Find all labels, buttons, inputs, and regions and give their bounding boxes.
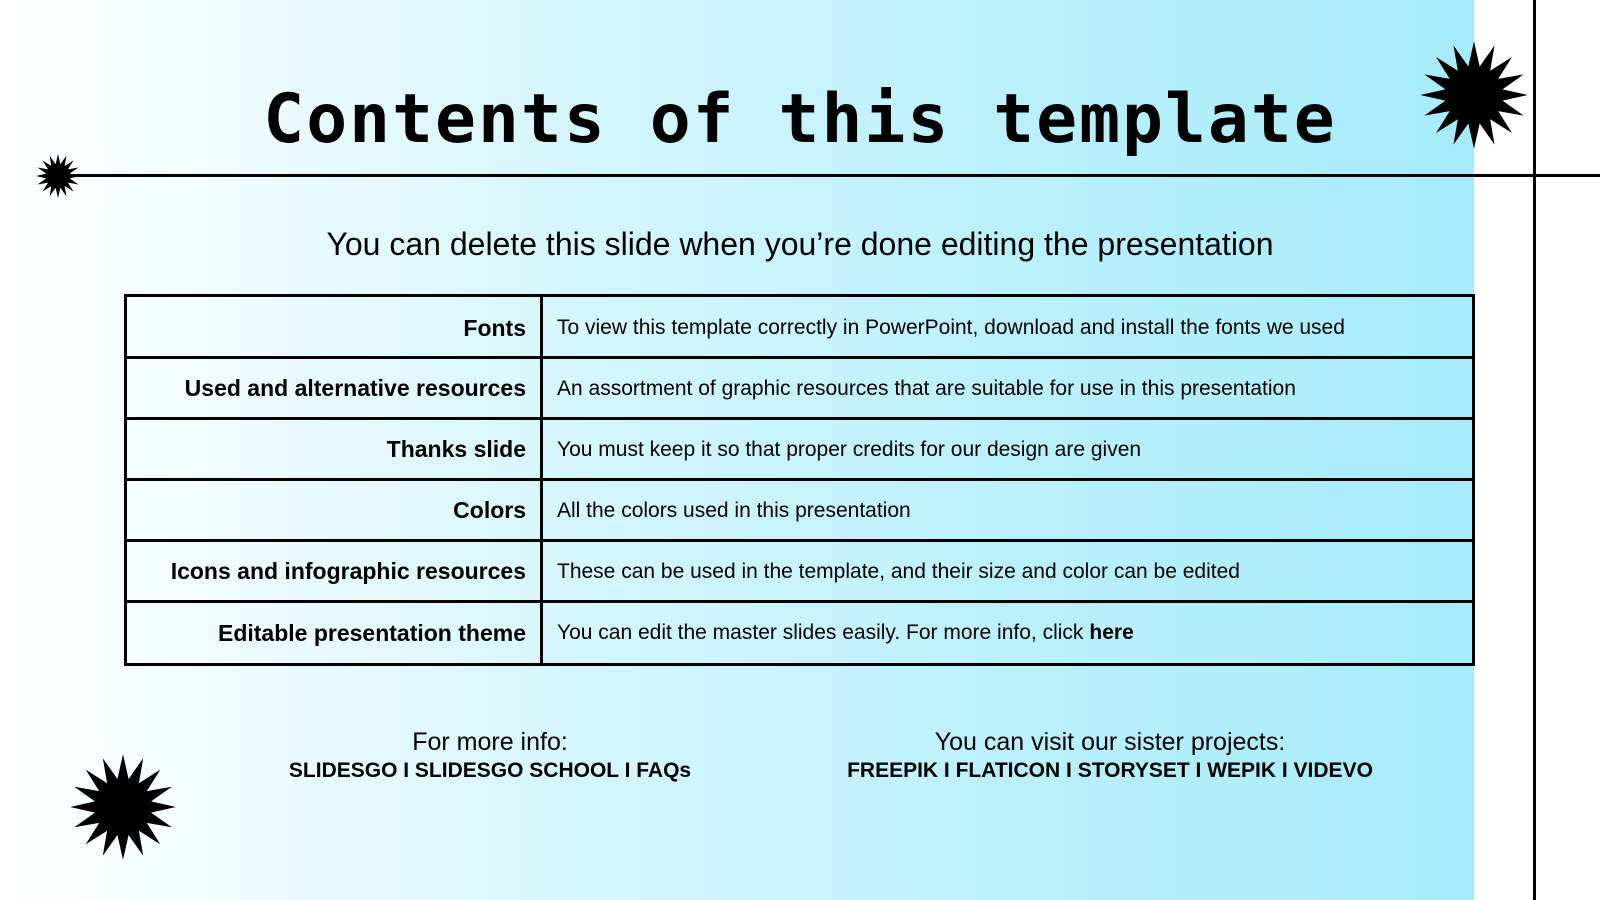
here-link[interactable]: here xyxy=(1089,621,1134,644)
table-row xyxy=(127,297,1472,359)
row-label: Colors xyxy=(127,481,543,540)
row-description xyxy=(543,603,1472,663)
footer-links-sister-projects[interactable]: FREEPIK I FLATICON I STORYSET I WEPIK I VIDEVO xyxy=(847,759,1373,782)
row-label: Fonts xyxy=(127,297,543,359)
starburst-icon xyxy=(68,752,178,862)
row-label: Thanks slide xyxy=(127,420,543,479)
row-description: These can be used in the template, and their size and color can be edited xyxy=(557,559,1240,583)
footer-label: For more info: xyxy=(412,728,568,756)
row-label: Used and alternative resources xyxy=(127,359,543,418)
table-row xyxy=(127,356,1472,418)
footer-label: You can visit our sister projects: xyxy=(934,728,1286,756)
table-row xyxy=(127,600,1472,663)
row-description: To view this template correctly in PowerPoint, download and install the fonts we used xyxy=(557,316,1345,339)
page-title: Contents of this template xyxy=(263,80,1337,159)
footer-more-info xyxy=(240,727,740,785)
contents-table xyxy=(124,294,1475,666)
row-label: Editable presentation theme xyxy=(127,603,543,663)
footer-sister-projects xyxy=(810,727,1410,785)
row-description-text: You can edit the master slides easily. For more info, click xyxy=(557,621,1084,644)
page-subtitle: You can delete this slide when you’re done editing the presentation xyxy=(326,226,1274,262)
row-label: Icons and infographic resources xyxy=(127,542,543,601)
row-description: An assortment of graphic resources that are suitable for use in this presentation xyxy=(557,376,1296,400)
row-description: All the colors used in this presentation xyxy=(557,498,911,522)
table-row xyxy=(127,539,1472,601)
horizontal-rule xyxy=(60,174,1600,177)
row-description: You must keep it so that proper credits for our design are given xyxy=(557,437,1142,461)
footer-links-slidesgo[interactable]: SLIDESGO I SLIDESGO SCHOOL I FAQs xyxy=(288,759,692,782)
table-row xyxy=(127,417,1472,479)
table-row xyxy=(127,478,1472,540)
